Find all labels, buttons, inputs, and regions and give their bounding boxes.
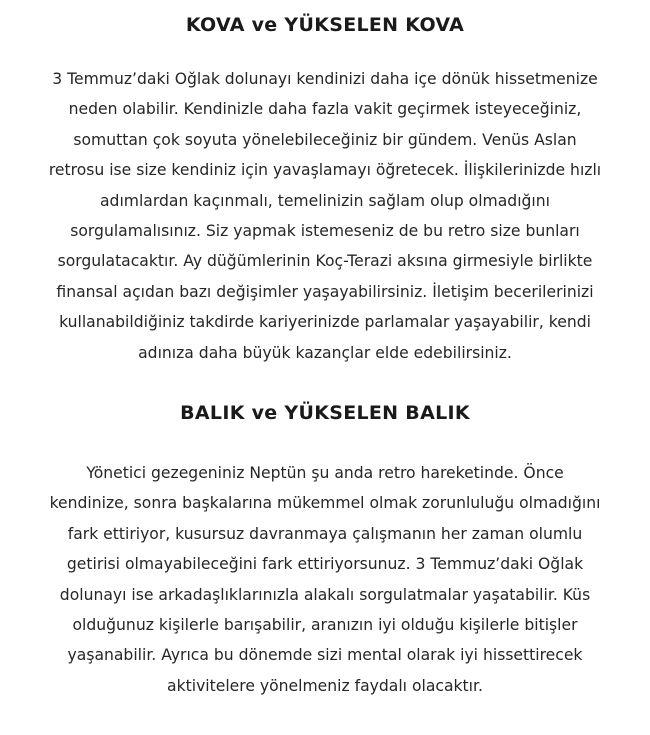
section-body-kova bbox=[16, 64, 634, 368]
body-line: kullanabildiğiniz takdirde kariyerinizde parlamalar yaşayabilir, kendi bbox=[59, 313, 591, 332]
body-line: 3 Temmuz’daki Oğlak dolunayı kendinizi daha içe dönük hissetmenize bbox=[52, 70, 598, 88]
body-line: fark ettiriyor, kusursuz davranmaya çalışmanın her zaman olumlu bbox=[67, 524, 583, 543]
section-body-balik bbox=[16, 458, 634, 701]
body-line: finansal açıdan bazı değişimler yaşayabilirsiniz. İletişim becerilerinizi bbox=[56, 282, 594, 301]
body-line: neden olabilir. Kendinizle daha fazla vakit geçirmek isteyeceğiniz, bbox=[68, 100, 582, 119]
section-title-balik: BALIK ve YÜKSELEN BALIK bbox=[180, 402, 470, 424]
section-title-kova: KOVA ve YÜKSELEN KOVA bbox=[185, 14, 465, 36]
body-line: somuttan çok soyuta yönelebileceğiniz bir gündem. Venüs Aslan bbox=[73, 130, 577, 149]
body-line: dolunayı ise arkadaşlıklarınızla alakalı sorgulatmalar yaşatabilir. Küs bbox=[59, 585, 591, 604]
body-line: yaşanabilir. Ayrıca bu dönemde sizi mental olarak iyi hissettirecek bbox=[67, 646, 583, 665]
body-line: retrosu ise size kendiniz için yavaşlamayı öğretecek. İlişkilerinizde hızlı bbox=[48, 161, 602, 180]
body-line: sorgulatacaktır. Ay düğümlerinin Koç-Terazi aksına girmesiyle birlikte bbox=[57, 252, 593, 271]
body-line: Yönetici gezegeniniz Neptün şu anda retro hareketinde. Önce bbox=[86, 464, 564, 482]
body-line: sorgulamalısınız. Siz yapmak istemeseniz de bu retro size bunları bbox=[70, 222, 580, 241]
body-line: adımlardan kaçınmalı, temelinizin sağlam olup olmadığını bbox=[100, 191, 550, 210]
body-line: adınıza daha büyük kazançlar elde edebilirsiniz. bbox=[138, 343, 512, 362]
body-line: kendinize, sonra başkalarına mükemmel olmak zorunluluğu olmadığını bbox=[49, 494, 601, 513]
body-line: getirisi olmayabileceğini fark ettiriyorsunuz. 3 Temmuz’daki Oğlak bbox=[66, 555, 584, 574]
body-line: olduğunuz kişilerle barışabilir, aranızın iyi olduğu kişilerle bitişler bbox=[72, 616, 578, 635]
body-line: aktivitelere yönelmeniz faydalı olacaktır. bbox=[167, 676, 483, 695]
